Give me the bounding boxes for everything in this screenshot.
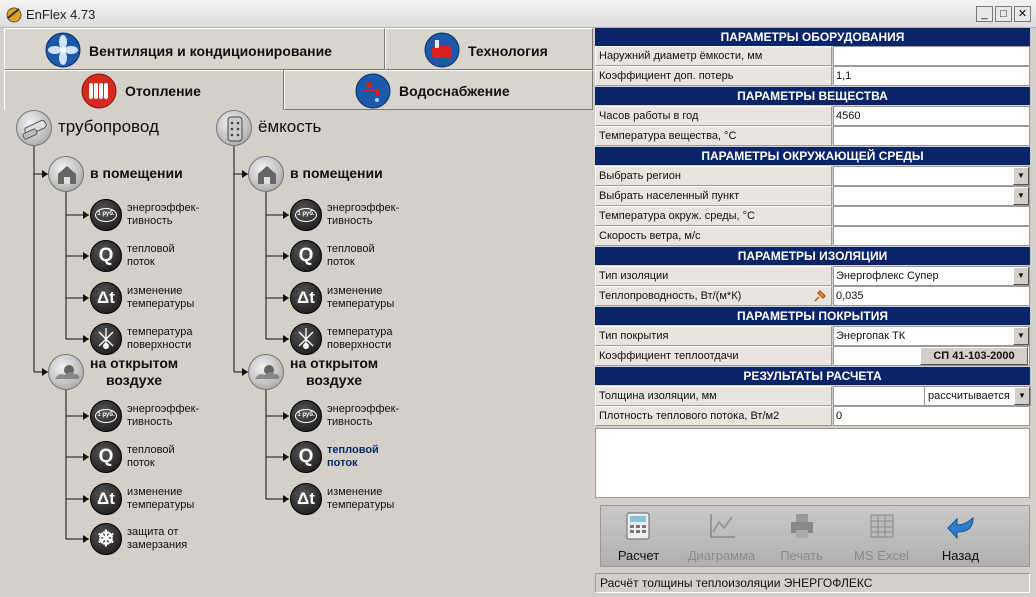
close-button[interactable]: ✕ — [1014, 6, 1031, 22]
tank-outdoor-label-2[interactable]: воздухе — [306, 372, 362, 388]
thickness-label: Толщина изоляции, мм — [595, 386, 832, 406]
energy-efficiency-icon[interactable] — [290, 199, 322, 231]
tank-indoor-item-1-line1[interactable]: тепловой — [327, 243, 375, 255]
back-arrow-icon — [947, 512, 977, 540]
coating-header: ПАРАМЕТРЫ ПОКРЫТИЯ — [595, 307, 1030, 325]
substance-temp-label: Температура вещества, °С — [595, 126, 832, 146]
calculation-tree — [2, 110, 594, 597]
sp-standard-button[interactable]: СП 41-103-2000 — [920, 347, 1028, 365]
print-button[interactable] — [764, 506, 839, 566]
thickness-mode-value: рассчитывается — [928, 390, 1010, 402]
loss-coef-input[interactable]: 1,1 — [833, 66, 1030, 86]
pipe-outdoor-item-2-line2[interactable]: температуры — [127, 499, 195, 511]
substance-header: ПАРАМЕТРЫ ВЕЩЕСТВА — [595, 87, 1030, 105]
hours-row — [595, 106, 1030, 126]
tab-ventilation[interactable] — [4, 28, 385, 70]
fan-icon — [45, 32, 81, 68]
substance-temp-row — [595, 126, 1030, 146]
tank-indoor-item-2-line2[interactable]: температуры — [327, 298, 395, 310]
flux-row — [595, 406, 1030, 426]
pin-icon[interactable] — [813, 289, 827, 303]
loss-coef-row — [595, 66, 1030, 86]
calculator-icon — [625, 512, 651, 540]
excel-label: MS Excel — [854, 548, 909, 563]
pipe-indoor-item-2-line2[interactable]: температуры — [127, 298, 195, 310]
thickness-row — [595, 386, 1030, 406]
tree-arrow-icon — [283, 294, 289, 302]
coin-text: 1 руб. — [295, 208, 317, 222]
tab-technology-label: Технология — [468, 43, 548, 59]
city-row — [595, 186, 1030, 206]
results-header: РЕЗУЛЬТАТЫ РАСЧЕТА — [595, 367, 1030, 385]
temperature-change-icon[interactable]: Δt — [290, 483, 322, 515]
region-row — [595, 166, 1030, 186]
energy-efficiency-icon[interactable] — [90, 199, 122, 231]
tree-arrow-icon — [283, 453, 289, 461]
insulation-header: ПАРАМЕТРЫ ИЗОЛЯЦИИ — [595, 247, 1030, 265]
tank-indoor-item-2-line1[interactable]: изменение — [327, 285, 383, 297]
tank-outdoor-item-2-line1[interactable]: изменение — [327, 486, 383, 498]
excel-button[interactable] — [844, 506, 919, 566]
tree-arrow-icon — [83, 211, 89, 219]
tab-heating[interactable] — [4, 70, 284, 110]
pipe-outdoor-item-0-line2[interactable]: тивность — [127, 416, 173, 428]
tree-arrow-icon — [83, 335, 89, 343]
coating-dropdown-arrow-icon[interactable]: ▼ — [1013, 327, 1029, 345]
flux-value: 0 — [833, 406, 1030, 426]
energy-efficiency-icon[interactable] — [290, 400, 322, 432]
tree-arrow-icon — [83, 294, 89, 302]
insulation-type-value: Энергофлекс Супер — [836, 270, 939, 282]
tank-indoor-icon[interactable] — [248, 156, 284, 192]
tank-indoor-item-1-line2[interactable]: поток — [327, 256, 355, 268]
pipe-indoor-item-0-line1[interactable]: энергоэффек- — [127, 202, 200, 214]
outer-diameter-label: Наружний диаметр ёмкости, мм — [595, 46, 832, 66]
pipe-indoor-item-0-line2[interactable]: тивность — [127, 215, 173, 227]
pipe-indoor-item-3-line1[interactable]: температура — [127, 326, 193, 338]
thickness-mode-select[interactable] — [924, 386, 1031, 406]
tank-outdoor-item-1-line1[interactable]: тепловой — [327, 444, 379, 456]
spreadsheet-icon — [868, 512, 896, 540]
app-logo-icon — [5, 5, 23, 23]
tree-arrow-icon — [83, 495, 89, 503]
title-bar — [0, 0, 1036, 28]
heat-flux-icon[interactable]: Q — [90, 240, 122, 272]
tank-indoor-item-3-line1[interactable]: температура — [327, 326, 393, 338]
hours-label: Часов работы в год — [595, 106, 832, 126]
pipe-outdoor-item-1-line1[interactable]: тепловой — [127, 444, 175, 456]
thickness-input[interactable] — [833, 386, 1030, 406]
temperature-change-icon[interactable]: Δt — [90, 483, 122, 515]
tab-water-supply-label: Водоснабжение — [399, 83, 510, 99]
pipe-root-icon-label[interactable]: трубопровод — [58, 117, 159, 136]
region-dropdown-arrow-icon[interactable]: ▼ — [1013, 167, 1029, 185]
faucet-icon — [355, 73, 391, 109]
pipe-indoor-item-3-line2[interactable]: поверхности — [127, 339, 192, 351]
tank-outdoor-label-1[interactable]: на открытом — [290, 355, 379, 371]
surface-temperature-icon[interactable] — [90, 323, 122, 355]
chart-icon — [708, 512, 736, 540]
env-temp-row — [595, 206, 1030, 226]
conductivity-label — [595, 286, 832, 306]
insulation-dropdown-arrow-icon[interactable]: ▼ — [1013, 267, 1029, 285]
window-title: EnFlex 4.73 — [26, 7, 96, 22]
city-label: Выбрать населенный пункт — [595, 186, 832, 206]
status-bar: Расчёт толщины теплоизоляции ЭНЕРГОФЛЕКС — [595, 573, 1030, 593]
wind-row — [595, 226, 1030, 246]
freeze-protection-icon[interactable]: ❄ — [90, 523, 122, 555]
outer-diameter-row — [595, 46, 1030, 66]
equipment-header: ПАРАМЕТРЫ ОБОРУДОВАНИЯ — [595, 28, 1030, 46]
calculate-button[interactable] — [601, 506, 676, 566]
heat-coef-field — [833, 346, 1030, 366]
pipe-indoor-item-2-line1[interactable]: изменение — [127, 285, 183, 297]
tree-arrow-icon — [83, 453, 89, 461]
print-label: Печать — [780, 548, 823, 563]
tab-ventilation-label: Вентиляция и кондиционирование — [89, 43, 332, 59]
insulation-type-select[interactable] — [833, 266, 1030, 286]
tree-arrow-icon — [83, 412, 89, 420]
env-temp-label: Температура окруж. среды, °С — [595, 206, 832, 226]
tree-arrow-icon — [83, 252, 89, 260]
tree-arrow-icon — [283, 495, 289, 503]
city-select[interactable] — [833, 186, 1030, 206]
env-temp-input[interactable] — [833, 206, 1030, 226]
city-dropdown-arrow-icon[interactable]: ▼ — [1013, 187, 1029, 205]
tank-outdoor-item-2-line2[interactable]: температуры — [327, 499, 395, 511]
hours-input[interactable]: 4560 — [833, 106, 1030, 126]
heat-flux-icon[interactable]: Q — [290, 240, 322, 272]
temperature-change-icon[interactable]: Δt — [290, 282, 322, 314]
tank-outdoor-icon[interactable] — [248, 354, 284, 390]
coin-text: 1 руб. — [95, 409, 117, 423]
minimize-button[interactable]: _ — [976, 6, 993, 22]
tank-indoor-item-3-line2[interactable]: поверхности — [327, 339, 392, 351]
wind-label: Скорость ветра, м/с — [595, 226, 832, 246]
coating-type-row — [595, 326, 1030, 346]
pipe-outdoor-label-1[interactable]: на открытом — [90, 355, 179, 371]
tab-water-supply[interactable] — [284, 70, 593, 110]
insulation-type-row — [595, 266, 1030, 286]
tab-heating-label: Отопление — [125, 83, 201, 99]
pipe-outdoor-item-2-line1[interactable]: изменение — [127, 486, 183, 498]
pipe-indoor-item-1-line1[interactable]: тепловой — [127, 243, 175, 255]
coin-text: 1 руб. — [295, 409, 317, 423]
pipe-outdoor-label-2[interactable]: воздухе — [106, 372, 162, 388]
tank-indoor-label[interactable]: в помещении — [290, 165, 383, 181]
pipe-indoor-label[interactable]: в помещении — [90, 165, 183, 181]
insulation-type-label: Тип изоляции — [595, 266, 832, 286]
coating-type-select[interactable] — [833, 326, 1030, 346]
conductivity-row — [595, 286, 1030, 306]
coating-type-value: Энергопак ТК — [836, 330, 906, 342]
environment-header: ПАРАМЕТРЫ ОКРУЖАЮЩЕЙ СРЕДЫ — [595, 147, 1030, 165]
tree-arrow-icon — [283, 412, 289, 420]
back-label: Назад — [941, 548, 980, 563]
tank-outdoor-item-0-line1[interactable]: энергоэффек- — [327, 403, 400, 415]
temperature-change-icon[interactable]: Δt — [90, 282, 122, 314]
tank-root-icon[interactable] — [216, 110, 252, 146]
loss-coef-label: Коэффициент доп. потерь — [595, 66, 832, 86]
region-select[interactable] — [833, 166, 1030, 186]
heat-flux-icon[interactable]: Q — [90, 441, 122, 473]
wind-input[interactable] — [833, 226, 1030, 246]
tank-outdoor-item-1-line2[interactable]: поток — [327, 457, 358, 469]
tank-root-icon-label[interactable]: ёмкость — [258, 117, 322, 136]
pipe-root-icon[interactable] — [16, 110, 52, 146]
printer-icon — [788, 512, 816, 540]
region-label: Выбрать регион — [595, 166, 832, 186]
technology-icon — [424, 32, 460, 68]
results-output-area — [595, 428, 1030, 498]
conductivity-input[interactable]: 0,035 — [833, 286, 1030, 306]
calculate-label: Расчет — [617, 548, 660, 563]
radiator-icon — [81, 73, 117, 109]
heat-flux-icon[interactable]: Q — [290, 441, 322, 473]
pipe-outdoor-item-0-line1[interactable]: энергоэффек- — [127, 403, 200, 415]
chart-button[interactable] — [684, 506, 759, 566]
tank-outdoor-item-0-line2[interactable]: тивность — [327, 416, 373, 428]
tree-arrow-icon — [283, 335, 289, 343]
coating-type-label: Тип покрытия — [595, 326, 832, 346]
tab-technology[interactable] — [385, 28, 593, 70]
energy-efficiency-icon[interactable] — [90, 400, 122, 432]
tree-arrow-icon — [283, 252, 289, 260]
pipe-outdoor-item-3-line1[interactable]: защита от — [127, 526, 179, 538]
tree-arrow-icon — [283, 211, 289, 219]
pipe-outdoor-item-1-line2[interactable]: поток — [127, 457, 155, 469]
chart-label: Диаграмма — [687, 548, 756, 563]
tree-arrow-icon — [83, 535, 89, 543]
heat-coef-label: Коэффициент теплоотдачи — [595, 346, 832, 366]
left-panel — [2, 28, 594, 597]
pipe-indoor-item-1-line2[interactable]: поток — [127, 256, 155, 268]
action-toolbar — [600, 505, 1030, 567]
maximize-button[interactable]: □ — [995, 6, 1012, 22]
pipe-indoor-icon[interactable] — [48, 156, 84, 192]
heat-coef-row — [595, 346, 1030, 366]
parameters-panel — [595, 28, 1036, 597]
back-button[interactable] — [923, 506, 998, 566]
pipe-outdoor-icon[interactable] — [48, 354, 84, 390]
pipe-outdoor-item-3-line2[interactable]: замерзания — [127, 539, 188, 551]
tank-indoor-item-0-line1[interactable]: энергоэффек- — [327, 202, 400, 214]
flux-label: Плотность теплового потока, Вт/м2 — [595, 406, 832, 426]
conductivity-label-text: Теплопроводность, Вт/(м*К) — [599, 290, 742, 302]
outer-diameter-input[interactable] — [833, 46, 1030, 66]
surface-temperature-icon[interactable] — [290, 323, 322, 355]
substance-temp-input[interactable] — [833, 126, 1030, 146]
coin-text: 1 руб. — [95, 208, 117, 222]
tank-indoor-item-0-line2[interactable]: тивность — [327, 215, 373, 227]
thickness-mode-arrow-icon[interactable]: ▼ — [1014, 387, 1030, 405]
